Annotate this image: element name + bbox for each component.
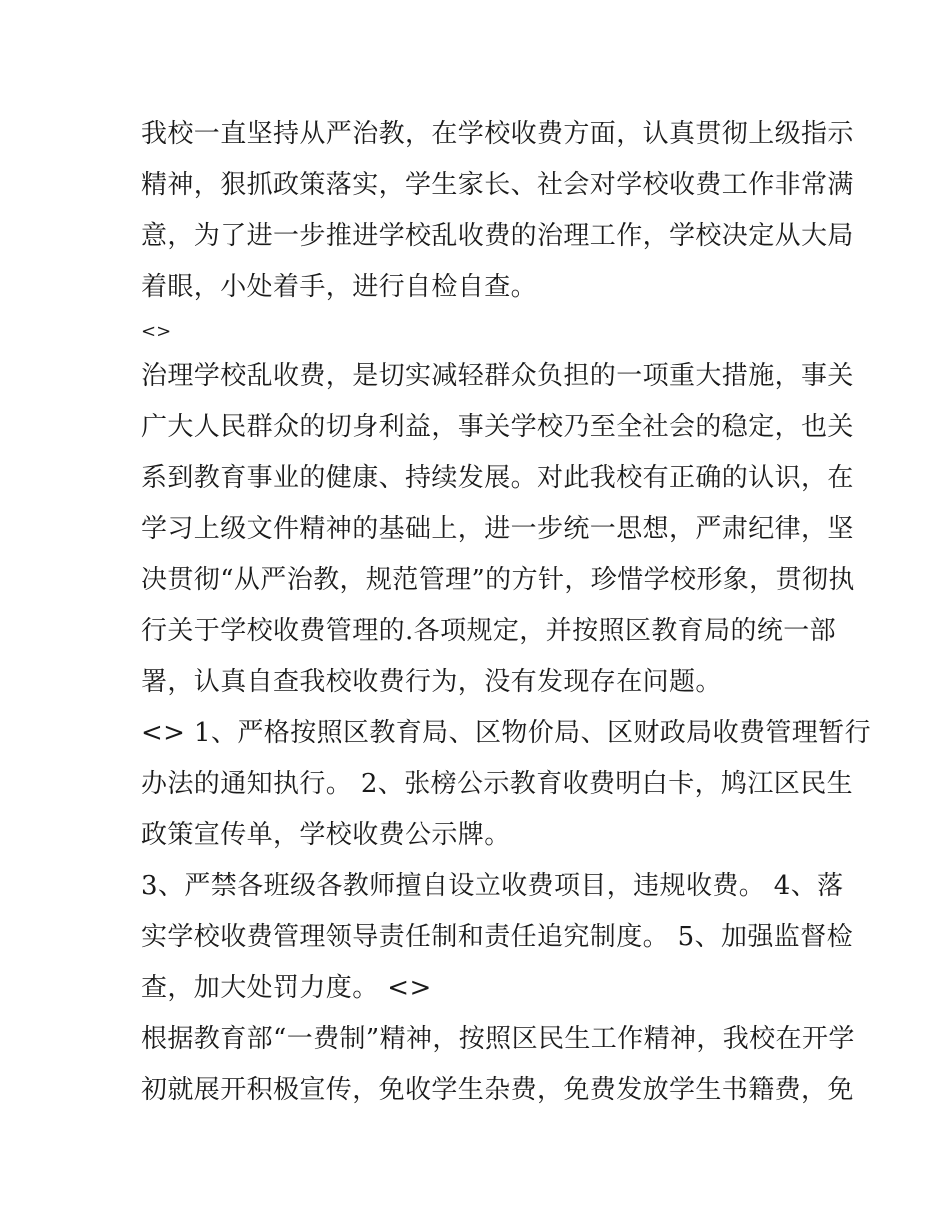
text-line: 精神，狠抓政策落实，学生家长、社会对学校收费工作非常满 [141, 170, 854, 200]
text-line: 办法的通知执行。 2、张榜公示教育收费明白卡，鸠江区民生 [141, 769, 854, 799]
text-line: 治理学校乱收费，是切实减轻群众负担的一项重大措施，事关 [141, 361, 854, 391]
text-line: 广大人民群众的切身利益，事关学校乃至全社会的稳定，也关 [141, 412, 854, 442]
text-line: <> 1、严格按照区教育局、区物价局、区财政局收费管理暂行 [141, 718, 871, 748]
paragraph-intro [141, 109, 854, 313]
text-line: 行关于学校收费管理的.各项规定，并按照区教育局的统一部 [141, 616, 837, 646]
document-body [141, 109, 871, 1116]
section-marker: <> [141, 321, 172, 342]
paragraph-measures-1 [141, 708, 871, 861]
text-line: 决贯彻“从严治教，规范管理”的方针，珍惜学校形象，贯彻执 [141, 565, 855, 595]
text-line: 实学校收费管理领导责任制和责任追究制度。 5、加强监督检 [141, 922, 854, 952]
text-line: 3、严禁各班级各教师擅自设立收费项目，违规收费。 4、落 [141, 871, 844, 901]
paragraph-measures-2 [141, 861, 854, 1014]
text-line: 系到教育事业的健康、持续发展。对此我校有正确的认识，在 [141, 463, 854, 493]
text-line: 学习上级文件精神的基础上，进一步统一思想，严肃纪律，坚 [141, 514, 854, 544]
text-line: 初就展开积极宣传，免收学生杂费，免费发放学生书籍费，免 [141, 1075, 854, 1105]
text-line: 查，加大处罚力度。 <> [141, 973, 432, 1003]
paragraph-significance [141, 351, 855, 708]
text-line: 着眼，小处着手，进行自检自查。 [141, 272, 538, 302]
text-line: 政策宣传单，学校收费公示牌。 [141, 820, 511, 850]
text-line: 根据教育部“一费制”精神，按照区民生工作精神，我校在开学 [141, 1024, 855, 1054]
paragraph-one-fee-policy [141, 1014, 855, 1116]
text-line: 我校一直坚持从严治教，在学校收费方面，认真贯彻上级指示 [141, 119, 854, 149]
text-line: 意，为了进一步推进学校乱收费的治理工作，学校决定从大局 [141, 221, 854, 251]
text-line: 署，认真自查我校收费行为，没有发现存在问题。 [141, 667, 722, 697]
